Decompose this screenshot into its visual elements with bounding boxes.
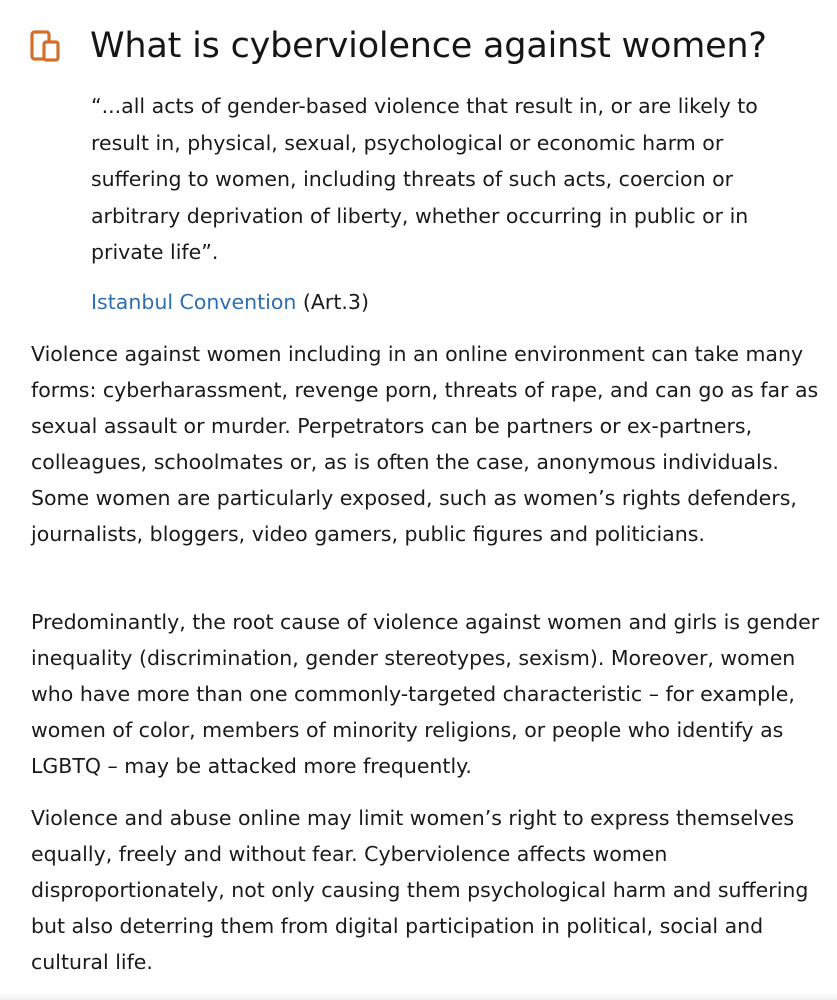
- article-reference: (Art.3): [296, 290, 369, 314]
- bottom-divider: [0, 992, 837, 1000]
- istanbul-convention-link[interactable]: Istanbul Convention: [91, 290, 297, 314]
- paragraph-root-cause: Predominantly, the root cause of violence against women and girls is gender inequality (discrimination, gender stereotypes, sexism). Moreover, women who have more than one commonly-targeted characteristic – for example, women of color, members of minority religions, or people who identify as LGBTQ – may be attacked more frequently.: [31, 610, 820, 778]
- quote-source: [91, 284, 369, 320]
- devices-icon: [30, 30, 60, 62]
- paragraph-impact: Violence and abuse online may limit women’s right to express themselves equally, freely and without fear. Cyberviolence affects women disproportionately, not only causing them psychological harm and suffering but also deterring them from digital participation in political, social and cultural life.: [31, 806, 809, 974]
- paragraph-forms: Violence against women including in an online environment can take many forms: cyberharassment, revenge porn, threats of rape, and can go as far as sexual assault or murder. Perpetrators can be partners or ex-partners, colleagues, schoolmates or, as is often the case, anonymous individuals. Some women are particularly exposed, such as women’s rights defenders, journalists, bloggers, video gamers, public figures and politicians.: [31, 342, 819, 546]
- page-title: What is cyberviolence against women?: [90, 26, 767, 66]
- section-header: [30, 26, 767, 66]
- convention-quote: “...all acts of gender-based violence that result in, or are likely to result in, physical, sexual, psychological or economic harm or suffering to women, including threats of such acts, coercion or arbitrary deprivation of liberty, whether occurring in public or in private life”.: [91, 94, 758, 264]
